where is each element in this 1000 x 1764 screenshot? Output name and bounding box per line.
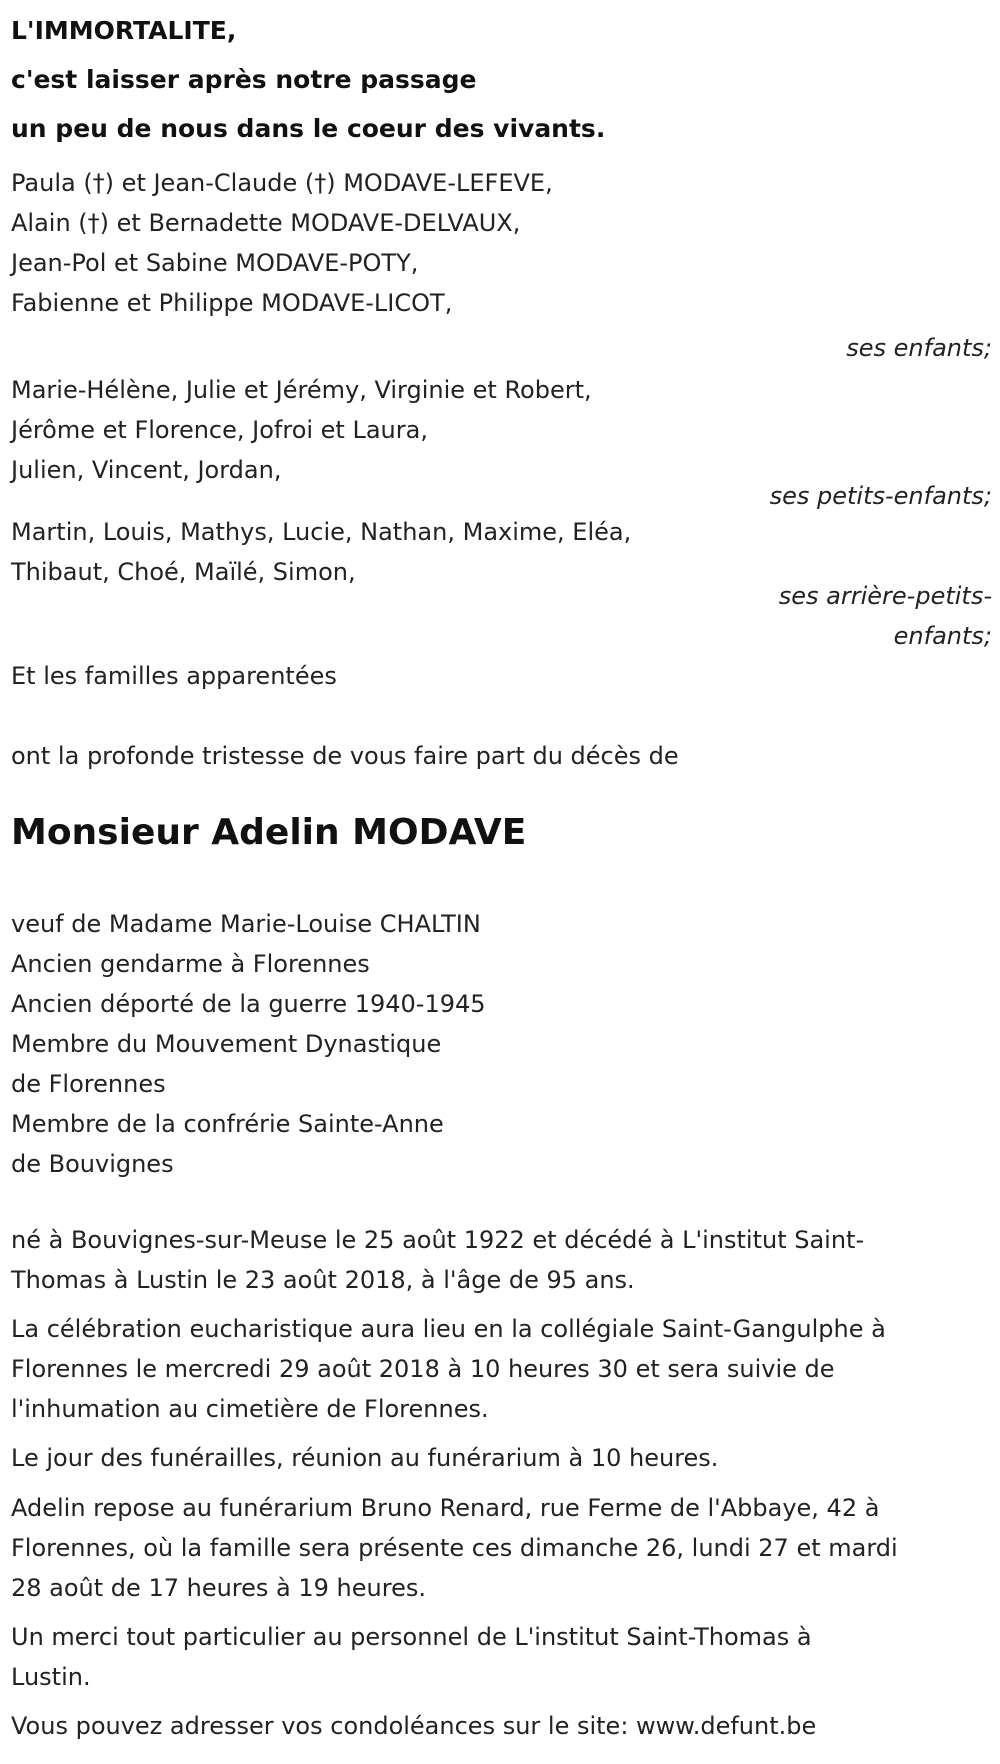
quote-line: un peu de nous dans le coeur des vivants. [11, 114, 606, 143]
paragraph-line: l'inhumation au cimetière de Florennes. [11, 1395, 489, 1423]
children-list [11, 163, 553, 323]
great-grandchildren-line: Thibaut, Choé, Maïlé, Simon, [11, 558, 356, 586]
title-line: Ancien déporté de la guerre 1940-1945 [11, 990, 486, 1018]
role-line: ses arrière-petits- [778, 582, 992, 610]
paragraph-line: Lustin. [11, 1663, 91, 1691]
ceremony-paragraph [11, 1309, 991, 1429]
paragraph-line: La célébration eucharistique aura lieu en la collégiale Saint-Gangulphe à [11, 1315, 886, 1343]
families-line: Et les familles apparentées [11, 662, 337, 690]
quote-line: L'IMMORTALITE, [11, 16, 237, 45]
grandchildren-line: Jérôme et Florence, Jofroi et Laura, [11, 416, 428, 444]
repose-paragraph [11, 1488, 991, 1608]
title-line: veuf de Madame Marie-Louise CHALTIN [11, 910, 481, 938]
children-line: Paula (†) et Jean-Claude (†) MODAVE-LEFEVE, [11, 169, 553, 197]
thanks-paragraph [11, 1617, 991, 1697]
condolences-paragraph [11, 1706, 991, 1746]
grandchildren-role: ses petits-enfants; [769, 482, 992, 510]
quote-line: c'est laisser après notre passage [11, 65, 477, 94]
condolences-line: Vous pouvez adresser vos condoléances sur le site: www.defunt.be [11, 1712, 817, 1740]
birth-death-paragraph [11, 1220, 991, 1300]
great-grandchildren-role [779, 576, 992, 656]
grandchildren-line: Marie-Hélène, Julie et Jérémy, Virginie et Robert, [11, 376, 592, 404]
title-line: de Florennes [11, 1070, 166, 1098]
paragraph-line: Florennes, où la famille sera présente ces dimanche 26, lundi 27 et mardi [11, 1534, 898, 1562]
paragraph-line: Thomas à Lustin le 23 août 2018, à l'âge de 95 ans. [11, 1266, 635, 1294]
epitaph-quote [11, 6, 605, 153]
meeting-paragraph [11, 1438, 991, 1478]
title-line: de Bouvignes [11, 1150, 174, 1178]
children-line: Fabienne et Philippe MODAVE-LICOT, [11, 289, 453, 317]
grandchildren-line: Julien, Vincent, Jordan, [11, 456, 282, 484]
great-grandchildren-list [11, 512, 631, 592]
paragraph-line: Florennes le mercredi 29 août 2018 à 10 heures 30 et sera suivie de [11, 1355, 835, 1383]
paragraph-line: Adelin repose au funérarium Bruno Renard, rue Ferme de l'Abbaye, 42 à [11, 1494, 880, 1522]
paragraph-line: né à Bouvignes-sur-Meuse le 25 août 1922 et décédé à L'institut Saint- [11, 1226, 865, 1254]
great-grandchildren-line: Martin, Louis, Mathys, Lucie, Nathan, Maxime, Eléa, [11, 518, 632, 546]
announcement-line: ont la profonde tristesse de vous faire part du décès de [11, 742, 679, 770]
paragraph-line: Le jour des funérailles, réunion au funérarium à 10 heures. [11, 1444, 719, 1472]
title-line: Ancien gendarme à Florennes [11, 950, 370, 978]
children-line: Jean-Pol et Sabine MODAVE-POTY, [11, 249, 419, 277]
children-line: Alain (†) et Bernadette MODAVE-DELVAUX, [11, 209, 521, 237]
deceased-name: Monsieur Adelin MODAVE [11, 812, 527, 853]
grandchildren-list [11, 370, 592, 490]
role-line: enfants; [893, 622, 992, 650]
children-role: ses enfants; [846, 334, 992, 362]
title-line: Membre du Mouvement Dynastique [11, 1030, 442, 1058]
paragraph-line: Un merci tout particulier au personnel de L'institut Saint-Thomas à [11, 1623, 812, 1651]
title-line: Membre de la confrérie Sainte-Anne [11, 1110, 444, 1138]
deceased-titles [11, 904, 486, 1184]
paragraph-line: 28 août de 17 heures à 19 heures. [11, 1574, 426, 1602]
